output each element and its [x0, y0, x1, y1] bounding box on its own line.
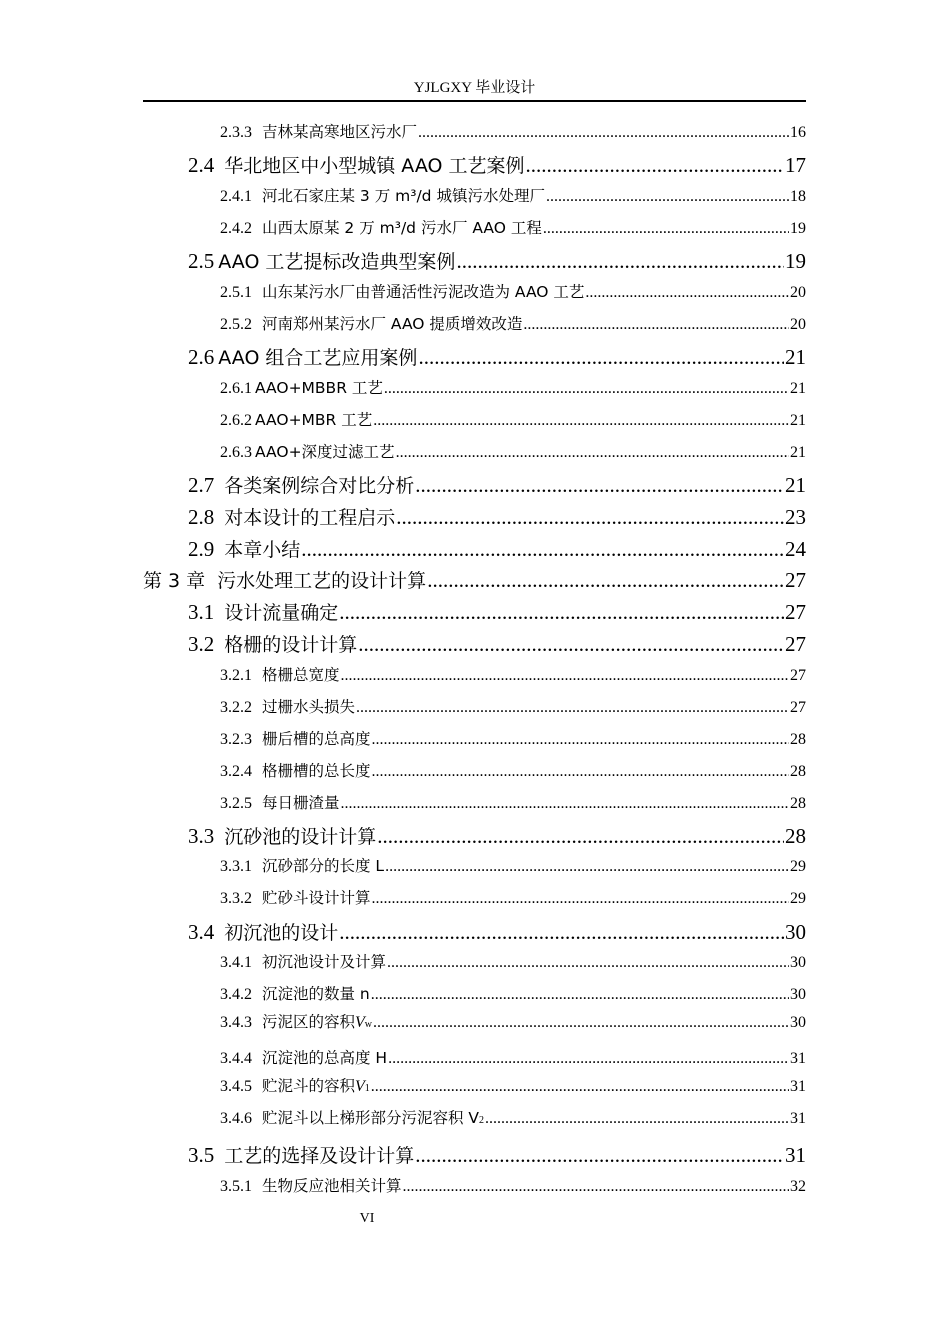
toc-leader [301, 537, 784, 562]
toc-number: 3.4.1 [220, 954, 252, 971]
toc-leader [396, 505, 784, 530]
toc-number: 2.3.3 [220, 124, 252, 141]
toc-leader [372, 890, 789, 908]
toc-title: 沉砂池的设计计算 [224, 826, 377, 848]
toc-title: 贮泥斗以上梯形部分污泥容积 V [262, 1109, 480, 1127]
toc-leader [385, 858, 789, 876]
toc-page: 20 [790, 316, 806, 333]
toc-entry[interactable] [220, 216, 806, 238]
toc-page: 28 [785, 824, 806, 848]
toc-entry[interactable] [188, 598, 806, 625]
page-header: YJLGXY 毕业设计 [413, 80, 536, 96]
toc-page: 17 [785, 153, 806, 177]
toc-title: 沉淀池的总高度 H [262, 1049, 388, 1067]
toc-page: 27 [785, 568, 806, 592]
toc-page: 28 [790, 763, 806, 780]
toc-title: 对本设计的工程启示 [224, 507, 396, 529]
toc-page: 16 [790, 124, 806, 141]
toc-leader [373, 1014, 789, 1032]
toc-entry[interactable] [220, 695, 806, 717]
toc-title: 河南郑州某污水厂 AAO 提质增效改造 [262, 315, 523, 333]
toc-number: 3.2.5 [220, 795, 252, 812]
toc-number: 3.1 [188, 600, 215, 624]
toc-entry[interactable] [220, 854, 806, 876]
toc-number: 2.6.1 [220, 380, 252, 397]
toc-title: AAO+MBR 工艺 [255, 411, 373, 429]
toc-title: 贮砂斗设计计算 [262, 889, 371, 907]
toc-number: 2.8 [188, 505, 215, 529]
toc-number: 3.4.4 [220, 1050, 252, 1067]
toc-entry[interactable] [188, 1141, 806, 1168]
toc-leader [543, 220, 789, 238]
toc-entry[interactable] [220, 759, 806, 781]
toc-page: 21 [785, 473, 806, 497]
toc-leader [388, 1050, 789, 1068]
toc-title: 贮泥斗的容积 [262, 1077, 356, 1095]
toc-entry[interactable] [220, 1174, 806, 1196]
toc-entry[interactable] [220, 727, 806, 749]
toc-entry[interactable] [188, 822, 806, 849]
toc-number: 3.4.6 [220, 1110, 252, 1127]
toc-leader [341, 667, 789, 685]
toc-page: 31 [790, 1078, 806, 1095]
toc-entry[interactable] [220, 791, 806, 813]
toc-number: 3.3 [188, 824, 215, 848]
toc-page: 28 [790, 795, 806, 812]
toc-number: 2.9 [188, 537, 215, 561]
toc-leader [525, 153, 784, 178]
toc-number: 2.4.2 [220, 220, 252, 237]
toc-leader [377, 824, 784, 849]
toc-page: 30 [785, 920, 806, 944]
toc-leader [456, 249, 784, 274]
toc-title: 污泥区的容积 [262, 1013, 356, 1031]
toc-leader [372, 763, 789, 781]
toc-title: 工艺的选择及设计计算 [224, 1145, 415, 1167]
toc-entry[interactable] [188, 471, 806, 498]
toc-entry[interactable] [188, 151, 806, 178]
toc-title: 每日栅渣量 [262, 794, 340, 812]
toc-page: 21 [785, 345, 806, 369]
toc-leader [403, 1178, 789, 1196]
toc-page: 29 [790, 890, 806, 907]
toc-page: 30 [790, 986, 806, 1003]
toc-entry[interactable] [220, 950, 806, 972]
toc-title: 华北地区中小型城镇 AAO 工艺案例 [224, 155, 525, 177]
toc-entry[interactable] [220, 663, 806, 685]
page-number: VI [359, 1211, 375, 1226]
toc-page: 27 [790, 667, 806, 684]
toc-title: 格栅总宽度 [262, 666, 340, 684]
toc-page: 27 [785, 632, 806, 656]
toc-page: 21 [790, 444, 806, 461]
toc-entry[interactable] [220, 280, 806, 302]
toc-number: 3.2.3 [220, 731, 252, 748]
toc-number: 3.3.1 [220, 858, 252, 875]
toc-page: 23 [785, 505, 806, 529]
toc-leader [415, 473, 784, 498]
toc-title: AAO 工艺提标改造典型案例 [218, 251, 456, 273]
toc-number: 2.6.3 [220, 444, 252, 461]
toc-subscript: 2 [479, 1115, 485, 1126]
toc-title: 河北石家庄某 3 万 m³/d 城镇污水处理厂 [262, 187, 545, 205]
toc-number: 2.4.1 [220, 188, 252, 205]
toc-title: 初沉池的设计 [224, 922, 339, 944]
toc-leader [373, 412, 789, 430]
toc-entry[interactable] [220, 1106, 806, 1128]
toc-number: 3.4 [188, 920, 215, 944]
toc-leader [427, 568, 784, 593]
toc-entry[interactable] [220, 408, 806, 430]
toc-entry[interactable] [188, 918, 806, 945]
toc-number: 3.3.2 [220, 890, 252, 907]
toc-title: 初沉池设计及计算 [262, 953, 387, 971]
toc-leader [387, 954, 789, 972]
toc-number: 3.2.1 [220, 667, 252, 684]
toc-leader [371, 1078, 789, 1096]
toc-entry[interactable] [220, 982, 806, 1004]
toc-title: 山东某污水厂由普通活性污泥改造为 AAO 工艺 [262, 283, 585, 301]
toc-page: 31 [785, 1143, 806, 1167]
toc-leader [372, 731, 789, 749]
toc-symbol: V [355, 1078, 365, 1095]
toc-page: 24 [785, 537, 806, 561]
toc-number: 2.6 [188, 345, 215, 369]
toc-title: 设计流量确定 [224, 602, 339, 624]
toc-entry[interactable] [220, 184, 806, 206]
toc-leader [356, 699, 789, 717]
toc-title: 过栅水头损失 [262, 698, 356, 716]
toc-leader [415, 1143, 784, 1168]
toc-entry[interactable] [188, 247, 806, 274]
toc-symbol: V [355, 1014, 365, 1031]
toc-title: 生物反应池相关计算 [262, 1177, 402, 1195]
toc-entry[interactable] [188, 535, 806, 562]
toc-title: 污水处理工艺的设计计算 [217, 570, 427, 592]
toc-number: 3.4.2 [220, 986, 252, 1003]
toc-title: AAO 组合工艺应用案例 [218, 347, 418, 369]
toc-page: 21 [790, 412, 806, 429]
toc-number: 2.5.1 [220, 284, 252, 301]
toc-number: 3.2.4 [220, 763, 252, 780]
toc-leader [339, 920, 784, 945]
toc-entry[interactable] [220, 376, 806, 398]
toc-number: 2.7 [188, 473, 215, 497]
toc-page: 31 [790, 1110, 806, 1127]
toc-leader [384, 380, 789, 398]
toc-entry[interactable] [220, 1010, 806, 1032]
toc-page: 21 [790, 380, 806, 397]
toc-number: 3.2 [188, 632, 215, 656]
toc-page: 32 [790, 1178, 806, 1195]
toc-page: 27 [785, 600, 806, 624]
toc-leader [371, 986, 789, 1004]
toc-entry[interactable] [188, 503, 806, 530]
toc-title: 格栅的设计计算 [224, 634, 358, 656]
toc-title: AAO+MBBR 工艺 [255, 379, 383, 397]
toc-number: 3.4.5 [220, 1078, 252, 1095]
toc-number: 第 3 章 [143, 570, 206, 592]
toc-subscript: w [364, 1019, 373, 1030]
toc-entry[interactable] [220, 886, 806, 908]
toc-number: 3.2.2 [220, 699, 252, 716]
toc-number: 2.5.2 [220, 316, 252, 333]
toc-entry[interactable] [188, 343, 806, 370]
toc-leader [396, 444, 789, 462]
toc-number: 3.4.3 [220, 1014, 252, 1031]
toc-leader [523, 316, 789, 334]
toc-title: 格栅槽的总长度 [262, 762, 371, 780]
toc-leader [546, 188, 789, 206]
toc-title: 各类案例综合对比分析 [224, 475, 415, 497]
toc-page: 20 [790, 284, 806, 301]
toc-title: 沉淀池的数量 n [262, 985, 370, 1003]
toc-title: 沉砂部分的长度 L [262, 857, 385, 875]
toc-leader [341, 795, 789, 813]
toc-number: 3.5 [188, 1143, 215, 1167]
toc-number: 2.6.2 [220, 412, 252, 429]
toc-title: 山西太原某 2 万 m³/d 污水厂 AAO 工程 [262, 219, 542, 237]
toc-page: 19 [785, 249, 806, 273]
toc-number: 2.5 [188, 249, 215, 273]
header-rule [143, 100, 806, 102]
toc-entry[interactable] [220, 120, 806, 142]
toc-title: 本章小结 [224, 539, 301, 561]
toc-title: 吉林某高寒地区污水厂 [262, 123, 418, 141]
toc-number: 3.5.1 [220, 1178, 252, 1195]
toc-entry[interactable] [143, 566, 806, 593]
toc-page: 31 [790, 1050, 806, 1067]
toc-entry[interactable] [220, 1046, 806, 1068]
toc-entry[interactable] [220, 312, 806, 334]
toc-leader [418, 124, 789, 142]
toc-entry[interactable] [220, 440, 806, 462]
toc-page: 30 [790, 954, 806, 971]
toc-title: 栅后槽的总高度 [262, 730, 371, 748]
toc-number: 2.4 [188, 153, 215, 177]
toc-leader [585, 284, 789, 302]
toc-page: 28 [790, 731, 806, 748]
toc-leader [339, 600, 784, 625]
toc-page: 29 [790, 858, 806, 875]
toc-subscript: 1 [364, 1083, 370, 1094]
toc-leader [418, 345, 784, 370]
toc-page: 19 [790, 220, 806, 237]
toc-leader [358, 632, 784, 657]
toc-page: 27 [790, 699, 806, 716]
toc-entry[interactable] [188, 630, 806, 657]
toc-entry[interactable] [220, 1074, 806, 1096]
toc-page: 18 [790, 188, 806, 205]
toc-leader [485, 1110, 789, 1128]
toc-page: 30 [790, 1014, 806, 1031]
toc-title: AAO+深度过滤工艺 [255, 443, 395, 461]
